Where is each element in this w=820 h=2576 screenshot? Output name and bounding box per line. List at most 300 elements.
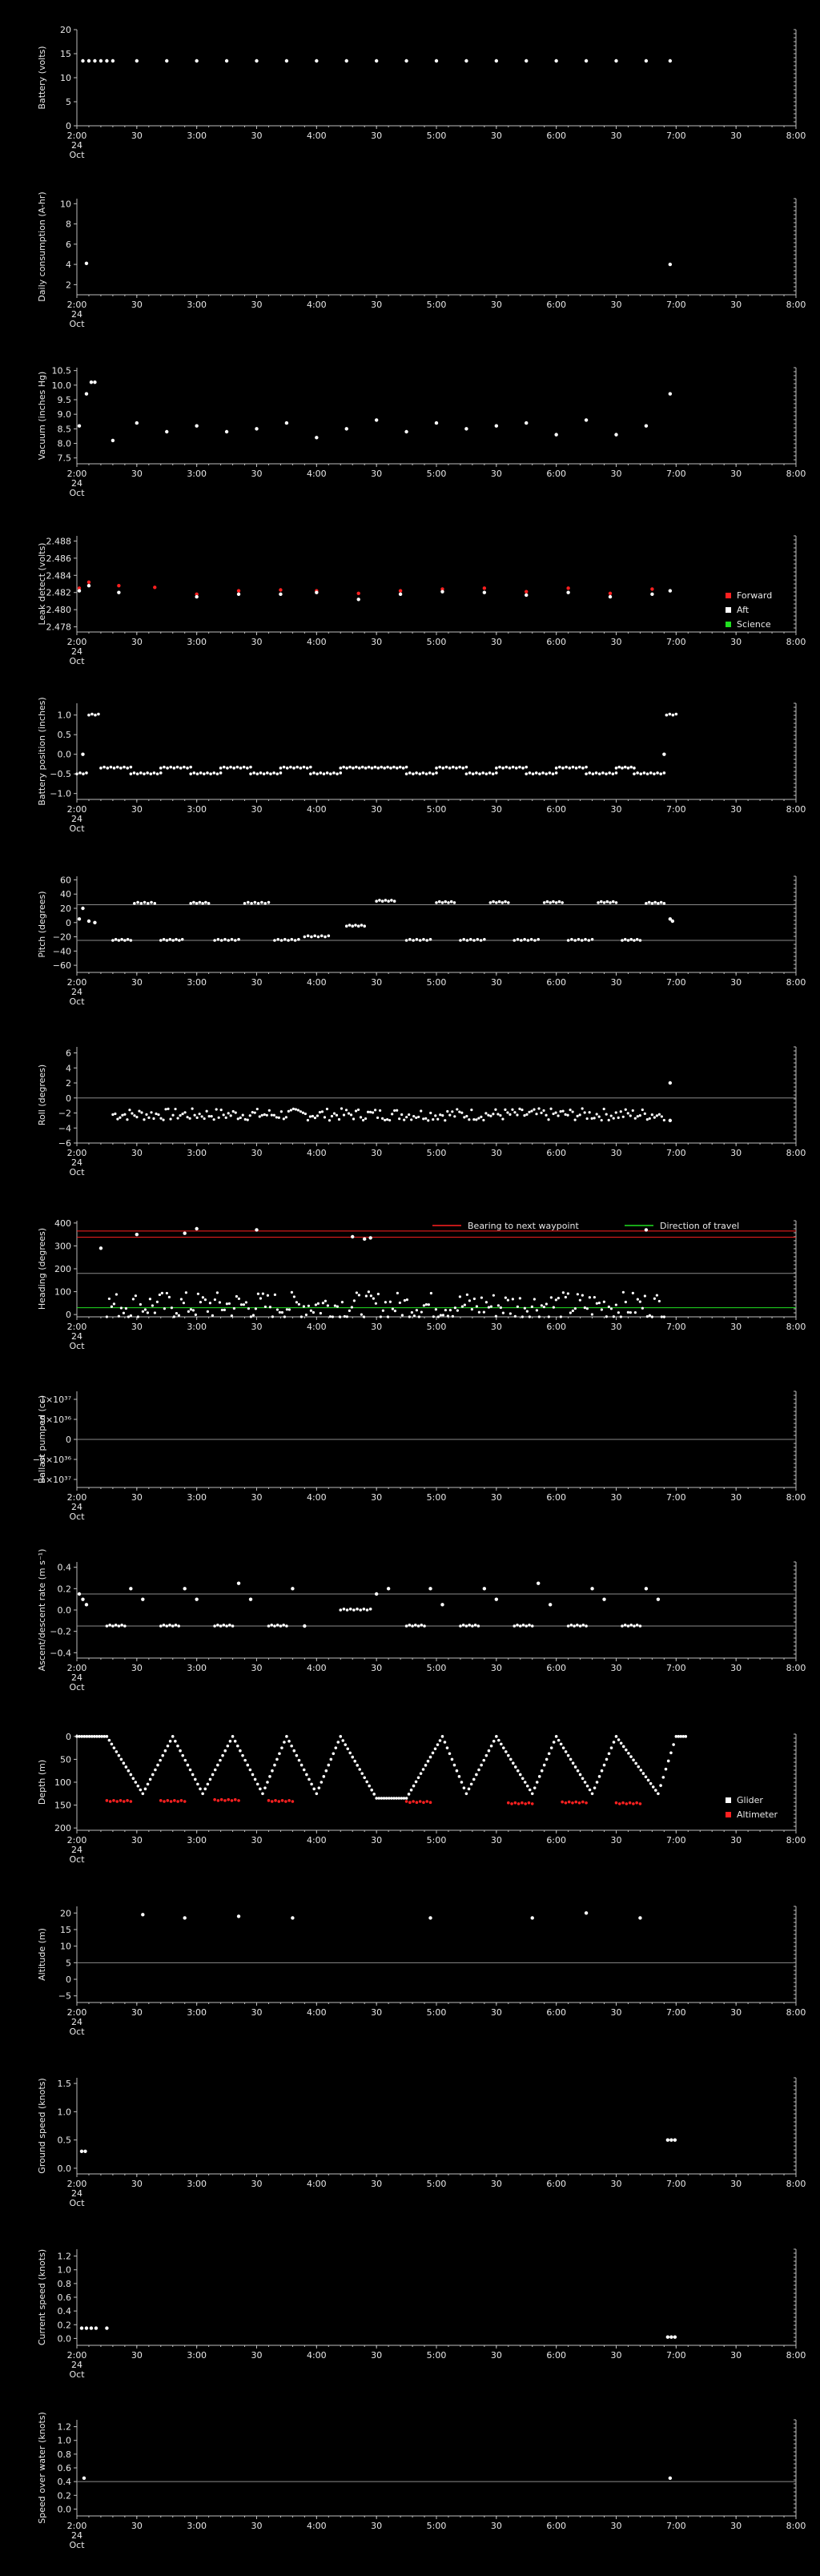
data-point bbox=[178, 939, 181, 942]
data-point bbox=[545, 772, 548, 775]
data-point bbox=[555, 901, 558, 904]
x-tick-label: 30 bbox=[251, 637, 263, 647]
data-point bbox=[399, 1302, 401, 1304]
x-tick-label: 30 bbox=[131, 977, 143, 988]
data-point bbox=[435, 1308, 437, 1310]
data-point bbox=[372, 1793, 376, 1796]
chart-heading bbox=[37, 1218, 806, 1351]
data-point bbox=[206, 771, 209, 775]
data-point bbox=[309, 1115, 312, 1117]
data-point bbox=[242, 1114, 244, 1117]
data-point bbox=[504, 1109, 506, 1111]
data-point bbox=[170, 1800, 173, 1803]
data-point bbox=[424, 1764, 428, 1767]
data-point bbox=[458, 766, 461, 769]
data-point bbox=[310, 936, 313, 939]
data-point bbox=[585, 1801, 588, 1805]
data-point bbox=[656, 1114, 658, 1117]
data-point bbox=[173, 767, 176, 770]
data-point bbox=[392, 766, 396, 769]
data-point bbox=[85, 2326, 88, 2329]
data-point bbox=[458, 1111, 460, 1113]
data-point bbox=[147, 902, 150, 905]
data-point bbox=[295, 766, 299, 769]
data-point bbox=[280, 939, 283, 942]
data-point bbox=[94, 2326, 98, 2329]
data-point bbox=[287, 1740, 291, 1743]
data-point bbox=[219, 1759, 222, 1762]
data-point bbox=[263, 902, 267, 905]
data-point bbox=[332, 1315, 334, 1318]
data-point bbox=[247, 901, 250, 904]
data-point bbox=[231, 1624, 235, 1628]
data-point bbox=[478, 772, 481, 775]
data-point bbox=[528, 1111, 530, 1113]
data-point bbox=[147, 1783, 150, 1786]
data-point bbox=[584, 1306, 586, 1309]
x-tick-label: 30 bbox=[490, 977, 502, 988]
data-point bbox=[625, 1301, 627, 1303]
data-point bbox=[190, 1308, 192, 1310]
data-point bbox=[645, 1228, 648, 1231]
data-point bbox=[470, 1109, 472, 1111]
data-point bbox=[532, 772, 535, 775]
y-tick-label: 2.478 bbox=[46, 622, 71, 633]
x-tick-label: 7:00 bbox=[665, 469, 686, 479]
data-point bbox=[251, 1111, 254, 1113]
data-point bbox=[453, 1115, 456, 1117]
data-point bbox=[418, 1315, 420, 1318]
data-point bbox=[81, 752, 84, 755]
x-tick-label: 30 bbox=[371, 637, 383, 647]
data-point bbox=[649, 1314, 651, 1317]
y-tick-label: 0.6 bbox=[57, 2292, 71, 2303]
data-point bbox=[572, 1110, 574, 1113]
data-point bbox=[392, 1797, 396, 1800]
x-tick-label: 3:00 bbox=[187, 1663, 207, 1673]
data-point bbox=[555, 1735, 558, 1738]
data-point bbox=[156, 1301, 159, 1303]
data-point bbox=[495, 771, 498, 775]
chart-ballast bbox=[33, 1391, 806, 1522]
data-point bbox=[598, 1116, 601, 1118]
data-point bbox=[81, 1597, 84, 1600]
data-point bbox=[645, 1775, 648, 1778]
data-point bbox=[137, 1315, 139, 1318]
data-point bbox=[393, 1109, 396, 1112]
data-point bbox=[663, 902, 666, 905]
data-point bbox=[207, 1783, 210, 1786]
data-point bbox=[291, 1800, 295, 1803]
data-point bbox=[408, 1793, 411, 1796]
data-point bbox=[542, 1109, 545, 1112]
x-tick-label: 6:00 bbox=[546, 1322, 567, 1332]
data-point bbox=[196, 772, 199, 775]
data-point bbox=[658, 1113, 661, 1116]
data-point bbox=[399, 589, 402, 592]
data-point bbox=[316, 1114, 319, 1117]
data-point bbox=[445, 766, 448, 769]
data-point bbox=[319, 1111, 321, 1113]
data-point bbox=[348, 1112, 350, 1114]
data-point bbox=[219, 1624, 223, 1628]
data-point bbox=[345, 59, 348, 62]
data-point bbox=[163, 766, 166, 769]
data-point bbox=[507, 901, 510, 904]
data-point bbox=[541, 1304, 543, 1306]
data-point bbox=[78, 1735, 81, 1738]
data-point bbox=[195, 1314, 197, 1316]
x-tick-label: 8:00 bbox=[786, 1492, 806, 1503]
data-point bbox=[298, 1759, 301, 1762]
data-point bbox=[261, 1792, 264, 1795]
data-point bbox=[436, 1118, 439, 1121]
data-point bbox=[408, 1801, 412, 1804]
data-point bbox=[145, 1113, 147, 1116]
x-tick-label: 30 bbox=[610, 2007, 622, 2018]
data-point bbox=[271, 1114, 273, 1117]
data-point bbox=[516, 1624, 519, 1627]
data-point bbox=[538, 772, 541, 775]
data-point bbox=[150, 901, 153, 904]
data-point bbox=[593, 1786, 597, 1789]
data-point bbox=[577, 938, 581, 941]
data-point bbox=[597, 901, 600, 904]
data-point bbox=[270, 1624, 273, 1627]
data-point bbox=[525, 59, 528, 62]
data-point bbox=[508, 767, 512, 770]
data-point bbox=[558, 766, 561, 769]
data-point bbox=[364, 767, 368, 770]
data-point bbox=[181, 1754, 184, 1757]
data-point bbox=[87, 581, 90, 584]
data-point bbox=[656, 1294, 658, 1296]
data-point bbox=[174, 1740, 177, 1743]
data-point bbox=[327, 1304, 329, 1306]
x-tick-label: 30 bbox=[730, 2350, 742, 2361]
data-point bbox=[472, 1118, 475, 1121]
data-point bbox=[243, 766, 246, 769]
data-point bbox=[143, 1118, 145, 1121]
y-tick-label: 0 bbox=[66, 1974, 71, 1986]
data-point bbox=[195, 59, 198, 62]
x-tick-label: 30 bbox=[610, 977, 622, 988]
data-point bbox=[233, 1307, 235, 1310]
data-point bbox=[139, 771, 143, 775]
data-point bbox=[639, 1624, 642, 1628]
y-tick-label: 1.0 bbox=[57, 2264, 71, 2276]
y-tick-label: 9.5 bbox=[57, 395, 71, 405]
data-point bbox=[288, 1308, 291, 1310]
x-tick-label: 3:00 bbox=[187, 1148, 207, 1158]
data-point bbox=[78, 589, 81, 592]
data-point bbox=[658, 1300, 661, 1302]
data-point bbox=[348, 766, 352, 769]
data-point bbox=[216, 1624, 219, 1627]
data-point bbox=[570, 938, 573, 941]
x-tick-label: 30 bbox=[251, 2179, 263, 2189]
data-point bbox=[191, 1773, 195, 1777]
data-point bbox=[123, 766, 126, 769]
data-point bbox=[663, 1315, 665, 1318]
data-point bbox=[517, 1802, 521, 1805]
data-point bbox=[589, 1789, 592, 1792]
x-month-label: Oct bbox=[69, 1167, 85, 1177]
y-tick-label: 6 bbox=[66, 239, 71, 250]
data-point bbox=[427, 1119, 429, 1121]
data-point bbox=[326, 1108, 328, 1110]
data-point bbox=[189, 772, 192, 775]
data-point bbox=[435, 767, 438, 770]
data-point bbox=[521, 1109, 523, 1111]
data-point bbox=[365, 1781, 368, 1784]
legend-label: Bearing to next waypoint bbox=[468, 1221, 579, 1231]
data-point bbox=[351, 1756, 354, 1759]
data-point bbox=[574, 1765, 577, 1769]
data-point bbox=[246, 1764, 249, 1767]
data-point bbox=[567, 1114, 569, 1117]
x-tick-label: 6:00 bbox=[546, 2521, 567, 2531]
data-point bbox=[135, 1116, 138, 1118]
data-point bbox=[102, 766, 106, 769]
data-point bbox=[377, 1293, 380, 1295]
data-point bbox=[549, 1603, 552, 1606]
data-point bbox=[118, 1754, 121, 1757]
data-point bbox=[207, 1310, 209, 1313]
x-tick-label: 30 bbox=[610, 1492, 622, 1503]
data-point bbox=[492, 1294, 495, 1297]
x-month-label: Oct bbox=[69, 488, 85, 498]
x-tick-label: 30 bbox=[131, 2521, 143, 2531]
data-point bbox=[223, 938, 227, 941]
data-point bbox=[448, 1752, 452, 1755]
data-point bbox=[615, 1303, 617, 1306]
y-tick-label: 0.5 bbox=[57, 2135, 71, 2146]
data-point bbox=[663, 1119, 665, 1121]
data-point bbox=[538, 1315, 541, 1318]
data-point bbox=[209, 1778, 212, 1781]
x-tick-label: 4:00 bbox=[306, 1322, 327, 1332]
data-point bbox=[468, 1299, 471, 1302]
y-tick-label: 300 bbox=[54, 1241, 71, 1252]
data-point bbox=[567, 1624, 570, 1628]
data-point bbox=[299, 767, 303, 770]
data-point bbox=[279, 771, 283, 775]
data-point bbox=[488, 1749, 491, 1753]
y-axis-title: Ascent/descent rate (m s⁻¹) bbox=[37, 1548, 47, 1672]
data-point bbox=[202, 1296, 204, 1298]
x-tick-label: 3:00 bbox=[187, 2179, 207, 2189]
data-point bbox=[135, 1233, 139, 1236]
x-tick-label: 30 bbox=[490, 131, 502, 141]
data-point bbox=[465, 772, 468, 775]
data-point bbox=[166, 939, 169, 942]
data-point bbox=[87, 59, 90, 62]
data-point bbox=[127, 938, 130, 941]
data-point bbox=[514, 1315, 517, 1318]
data-point bbox=[529, 771, 532, 775]
data-point bbox=[235, 1111, 237, 1113]
y-tick-label: 0.0 bbox=[57, 2333, 71, 2345]
x-tick-label: 30 bbox=[251, 977, 263, 988]
data-point bbox=[472, 772, 475, 775]
data-point bbox=[380, 1797, 384, 1800]
data-point bbox=[617, 1738, 621, 1741]
y-tick-label: 0.6 bbox=[57, 2463, 71, 2473]
data-point bbox=[645, 1587, 648, 1590]
x-tick-label: 4:00 bbox=[306, 804, 327, 815]
data-point bbox=[512, 1624, 516, 1628]
data-point bbox=[660, 901, 663, 904]
data-point bbox=[482, 1119, 484, 1121]
data-point bbox=[650, 587, 653, 590]
data-point bbox=[507, 1754, 510, 1757]
data-point bbox=[435, 771, 438, 775]
y-tick-label: 200 bbox=[54, 1264, 71, 1274]
y-tick-label: 2.484 bbox=[46, 570, 71, 582]
y-axis-title: Speed over water (knots) bbox=[37, 2412, 47, 2524]
data-point bbox=[358, 767, 361, 770]
data-point bbox=[489, 901, 492, 904]
data-point bbox=[656, 771, 659, 775]
data-point bbox=[657, 902, 660, 905]
data-point bbox=[221, 1309, 223, 1311]
data-point bbox=[541, 1769, 544, 1773]
data-point bbox=[552, 772, 555, 775]
x-tick-label: 30 bbox=[730, 1835, 742, 1845]
data-point bbox=[161, 1292, 163, 1294]
data-point bbox=[375, 1797, 378, 1800]
data-point bbox=[106, 767, 109, 770]
x-tick-label: 3:00 bbox=[187, 469, 207, 479]
data-point bbox=[370, 1789, 373, 1792]
data-point bbox=[345, 427, 348, 430]
data-point bbox=[176, 1117, 179, 1119]
data-point bbox=[243, 1303, 245, 1306]
data-point bbox=[127, 1769, 131, 1773]
data-point bbox=[480, 1296, 483, 1298]
y-tick-label: −5 bbox=[58, 1990, 71, 2002]
data-point bbox=[177, 1624, 180, 1628]
y-tick-label: 2.488 bbox=[46, 536, 71, 547]
data-point bbox=[387, 900, 390, 903]
data-point bbox=[168, 1624, 171, 1627]
legend-swatch bbox=[726, 1797, 731, 1803]
data-point bbox=[639, 939, 642, 942]
data-point bbox=[525, 1113, 528, 1116]
data-point bbox=[461, 1305, 464, 1307]
x-date-label: 24 bbox=[71, 2360, 82, 2370]
data-point bbox=[555, 767, 558, 770]
chart-leak bbox=[37, 536, 806, 666]
data-point bbox=[236, 766, 239, 769]
data-point bbox=[632, 1292, 634, 1294]
data-point bbox=[525, 594, 528, 597]
data-point bbox=[213, 1798, 216, 1801]
x-tick-label: 30 bbox=[131, 1835, 143, 1845]
data-point bbox=[462, 938, 465, 941]
x-tick-label: 30 bbox=[490, 1148, 502, 1158]
data-point bbox=[378, 899, 381, 902]
data-point bbox=[550, 1746, 553, 1749]
data-point bbox=[215, 1108, 218, 1110]
data-point bbox=[495, 901, 498, 904]
data-point bbox=[639, 1301, 641, 1303]
data-point bbox=[411, 1624, 414, 1628]
data-point bbox=[472, 1778, 476, 1781]
x-tick-label: 30 bbox=[251, 2350, 263, 2361]
data-point bbox=[669, 589, 672, 592]
data-point bbox=[75, 1735, 78, 1738]
data-point bbox=[284, 1800, 287, 1803]
y-tick-label: 0.4 bbox=[57, 1562, 71, 1573]
data-point bbox=[653, 901, 657, 904]
data-point bbox=[571, 1801, 574, 1805]
data-point bbox=[533, 1298, 536, 1300]
x-tick-label: 2:00 bbox=[66, 2179, 87, 2189]
x-tick-label: 6:00 bbox=[546, 469, 567, 479]
data-point bbox=[115, 1624, 118, 1627]
data-point bbox=[657, 1792, 660, 1795]
data-point bbox=[113, 1746, 116, 1749]
data-point bbox=[481, 771, 484, 775]
x-month-label: Oct bbox=[69, 2369, 85, 2380]
data-point bbox=[309, 772, 312, 775]
data-point bbox=[130, 1314, 132, 1317]
data-point bbox=[422, 1117, 424, 1120]
y-tick-label: 8.0 bbox=[57, 438, 71, 449]
data-point bbox=[456, 1108, 458, 1110]
x-tick-label: 30 bbox=[730, 2521, 742, 2531]
data-point bbox=[620, 1110, 622, 1113]
x-tick-label: 3:00 bbox=[187, 637, 207, 647]
data-point bbox=[361, 766, 364, 769]
data-point bbox=[323, 1775, 326, 1778]
data-point bbox=[624, 1624, 627, 1627]
y-tick-label: 0.5 bbox=[57, 730, 71, 741]
x-month-label: Oct bbox=[69, 656, 85, 666]
y-tick-label: 20 bbox=[60, 1908, 71, 1919]
data-point bbox=[351, 1306, 353, 1308]
data-point bbox=[484, 1112, 487, 1114]
data-point bbox=[297, 938, 300, 941]
data-point bbox=[273, 939, 276, 942]
data-point bbox=[515, 767, 518, 770]
data-point bbox=[646, 1315, 649, 1318]
data-point bbox=[176, 766, 179, 769]
data-point bbox=[223, 1309, 226, 1311]
data-point bbox=[117, 591, 120, 594]
data-point bbox=[615, 767, 618, 770]
data-point bbox=[159, 939, 163, 942]
data-point bbox=[367, 1111, 369, 1113]
data-point bbox=[641, 1307, 644, 1310]
data-point bbox=[211, 1115, 213, 1117]
data-point bbox=[566, 591, 569, 594]
data-point bbox=[497, 1304, 500, 1306]
data-point bbox=[223, 1113, 225, 1116]
y-tick-label: 1.2 bbox=[57, 2421, 71, 2433]
x-month-label: Oct bbox=[69, 823, 85, 834]
data-point bbox=[646, 1118, 649, 1121]
x-tick-label: 8:00 bbox=[786, 300, 806, 310]
data-point bbox=[621, 767, 624, 770]
y-tick-label: 400 bbox=[54, 1218, 71, 1229]
data-point bbox=[153, 902, 156, 905]
x-tick-label: 30 bbox=[131, 2007, 143, 2018]
data-point bbox=[352, 1117, 355, 1120]
data-point bbox=[405, 1797, 408, 1800]
